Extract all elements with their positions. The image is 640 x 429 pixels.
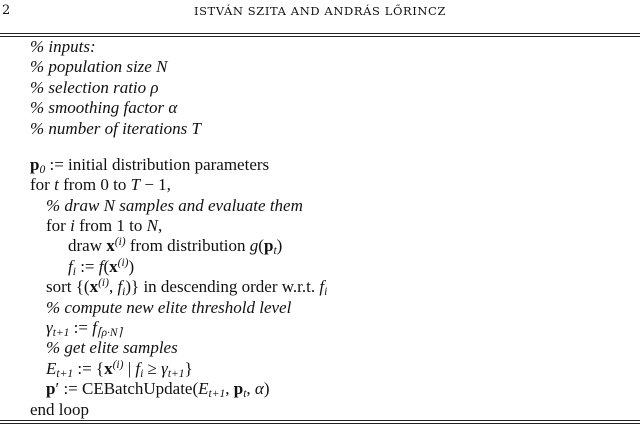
code-text: ,	[246, 379, 255, 399]
algorithm-line	[30, 98, 177, 118]
code-text: }	[184, 358, 193, 378]
code-text: − 1,	[140, 175, 171, 195]
math-symbol: x	[104, 358, 113, 378]
math-symbol: (i)	[98, 277, 109, 290]
code-text: )	[276, 236, 283, 256]
math-symbol: f	[135, 358, 141, 378]
math-symbol: f	[117, 277, 123, 297]
algorithm-line	[30, 119, 201, 139]
algorithm-line	[46, 216, 162, 236]
math-symbol: f	[92, 317, 97, 337]
math-symbol: t	[54, 175, 59, 195]
math-symbol: (i)	[117, 256, 129, 269]
math-symbol: t	[273, 245, 277, 258]
math-symbol: γ	[161, 358, 168, 378]
code-text: from 0 to	[58, 175, 131, 195]
comment-text: % smoothing factor	[30, 98, 169, 118]
algorithm-line	[30, 175, 171, 195]
code-text: (	[258, 236, 264, 256]
code-text: )} in descending order w.r.t.	[125, 277, 320, 297]
bottom-rule-inner	[0, 420, 640, 421]
math-symbol: N	[146, 215, 158, 235]
page-number: 2	[2, 3, 11, 18]
code-text: |	[123, 358, 136, 378]
comment-text: % compute new elite threshold level	[46, 297, 292, 317]
algorithm-line	[30, 155, 269, 175]
code-text: :=	[69, 317, 93, 337]
running-head: ISTVÁN SZITA AND ANDRÁS LŐRINCZ	[193, 4, 447, 18]
math-symbol: i	[70, 215, 75, 235]
math-symbol: α	[254, 379, 264, 399]
math-symbol: f	[319, 277, 325, 297]
math-symbol: x	[89, 277, 99, 297]
comment-text: samples and evaluate them	[114, 195, 303, 215]
code-text: for	[46, 215, 71, 235]
math-symbol: (i)	[114, 236, 126, 249]
top-rule	[0, 33, 640, 34]
comment-text: % get elite samples	[46, 338, 178, 358]
math-symbol: t+1	[167, 367, 185, 380]
math-symbol: f	[98, 256, 104, 276]
code-text: sort {(	[46, 277, 90, 297]
comment-text: % number of iterations	[30, 118, 192, 138]
math-symbol: N	[156, 57, 168, 77]
code-text: :=	[75, 256, 99, 276]
math-symbol: α	[168, 98, 178, 118]
code-text: draw	[68, 236, 107, 256]
math-symbol: (i)	[112, 358, 124, 371]
math-symbol: p	[46, 379, 56, 399]
comment-text: % inputs:	[30, 37, 96, 56]
math-symbol: E	[198, 379, 209, 399]
math-symbol: i	[140, 367, 144, 380]
math-symbol: t+1	[56, 367, 74, 380]
math-symbol: i	[72, 265, 76, 278]
code-text: ,	[108, 277, 118, 297]
math-symbol: p	[263, 236, 274, 256]
code-text: ,	[157, 215, 163, 235]
math-symbol: g	[249, 236, 259, 256]
comment-text: % population size	[30, 57, 157, 77]
algorithm-line	[68, 236, 282, 256]
code-text: (	[103, 256, 110, 276]
comment-text: % selection ratio	[30, 77, 151, 97]
bottom-rule	[0, 423, 640, 424]
code-text: ,	[225, 379, 234, 399]
math-symbol: p	[30, 154, 40, 174]
code-text: from 1 to	[74, 215, 147, 235]
code-text: )	[263, 379, 270, 399]
code-text: ′ := CEBatchUpdate(	[55, 379, 199, 399]
code-text: end loop	[30, 399, 90, 419]
algorithm-line	[46, 359, 193, 379]
math-symbol: f	[68, 256, 73, 276]
code-text: )	[128, 256, 135, 276]
math-symbol: t	[243, 388, 247, 401]
math-symbol: N	[103, 195, 115, 215]
math-symbol: γ	[46, 317, 53, 337]
math-symbol: T	[130, 175, 141, 195]
math-symbol: E	[46, 358, 57, 378]
code-text: for	[30, 175, 55, 195]
algorithm-line	[46, 379, 270, 399]
math-symbol: p	[233, 379, 244, 399]
code-text: := initial distribution parameters	[45, 154, 270, 174]
code-text: from distribution	[125, 236, 250, 256]
math-symbol: i	[122, 286, 126, 299]
math-symbol: x	[106, 236, 115, 256]
algorithm-line	[46, 298, 291, 318]
algorithm-line	[30, 37, 96, 57]
math-symbol: T	[191, 118, 201, 138]
math-symbol: x	[109, 256, 118, 276]
algorithm-line	[30, 400, 89, 420]
top-rule-inner	[0, 36, 640, 37]
algorithm-line	[46, 338, 178, 358]
math-symbol: t+1	[208, 388, 226, 401]
algorithm-line	[30, 78, 159, 98]
math-symbol: ⌈ρ·N⌉	[96, 326, 123, 339]
comment-text: % draw	[46, 195, 104, 215]
code-text: ≥	[143, 358, 162, 378]
math-symbol: 0	[39, 163, 46, 176]
math-symbol: t+1	[52, 326, 70, 339]
math-symbol: i	[324, 286, 328, 299]
algorithm-line	[46, 196, 303, 216]
algorithm-line	[30, 57, 167, 77]
math-symbol: ρ	[150, 77, 159, 97]
algorithm-line	[68, 257, 134, 277]
algorithm-line	[46, 318, 122, 338]
algorithm-line	[46, 277, 327, 297]
code-text: := {	[73, 358, 105, 378]
